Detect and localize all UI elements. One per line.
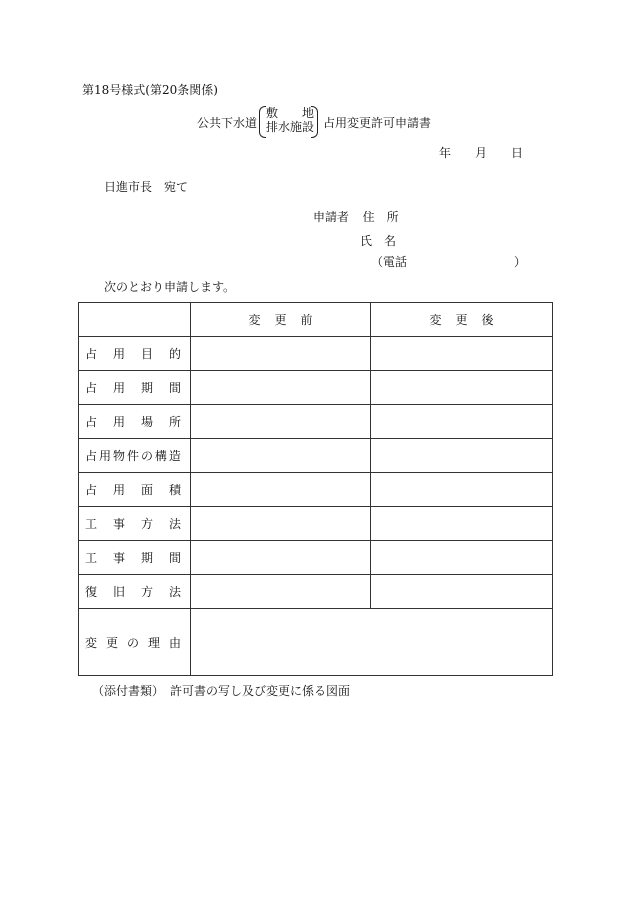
phone-close-paren: ）: [514, 255, 527, 269]
table-row: [79, 371, 553, 405]
before-change-cell[interactable]: [191, 337, 371, 371]
phone-label: （電話: [371, 255, 408, 269]
before-change-cell[interactable]: [191, 439, 371, 473]
table-row: [79, 439, 553, 473]
form-number: 第18号様式(第20条関係): [82, 83, 218, 97]
row-label-text: 変 更 の 理 由: [85, 635, 181, 650]
date-year: 年: [439, 146, 452, 160]
reason-label: [79, 609, 191, 676]
table-row: [79, 541, 553, 575]
before-change-cell[interactable]: [191, 507, 371, 541]
table-row: [79, 575, 553, 609]
row-label-text: 占 用 面 積: [85, 483, 181, 497]
after-change-cell[interactable]: [371, 507, 553, 541]
date-line: [439, 146, 523, 160]
after-change-cell[interactable]: [371, 337, 553, 371]
title-prefix: 公共下水道: [197, 116, 258, 130]
before-change-cell[interactable]: [191, 405, 371, 439]
date-month: 月: [475, 146, 488, 160]
table-row: [79, 337, 553, 371]
after-change-cell[interactable]: [371, 371, 553, 405]
title-option-drainage: 排水施設: [266, 120, 315, 134]
addressee: 日進市長 宛て: [104, 180, 189, 194]
row-label: [79, 439, 191, 473]
row-label: [79, 337, 191, 371]
after-change-cell[interactable]: [371, 405, 553, 439]
after-change-cell[interactable]: [371, 575, 553, 609]
after-change-cell[interactable]: [371, 439, 553, 473]
reason-row: [79, 609, 553, 676]
row-label: [79, 473, 191, 507]
after-change-cell[interactable]: [371, 473, 553, 507]
row-label-text: 占 用 場 所: [85, 415, 181, 429]
right-bracket: [311, 106, 318, 138]
before-change-cell[interactable]: [191, 473, 371, 507]
name-label: 氏 名: [360, 234, 397, 248]
title-suffix: 占用変更許可申請書: [323, 116, 432, 130]
row-label: [79, 507, 191, 541]
row-label-text: 占 用 期 間: [85, 381, 181, 395]
title-option-site: 敷 地: [266, 106, 315, 120]
row-label: [79, 371, 191, 405]
row-label: [79, 575, 191, 609]
applicant-address-row: [313, 210, 399, 224]
row-label: [79, 405, 191, 439]
header-before-change: 変更前: [191, 303, 371, 337]
row-label: [79, 541, 191, 575]
row-label-text: 工 事 方 法: [85, 517, 181, 531]
table-row: [79, 405, 553, 439]
intro-text: 次のとおり申請します。: [104, 280, 236, 294]
row-label-text: 復 旧 方 法: [85, 585, 181, 599]
header-after-change: 変更後: [371, 303, 553, 337]
applicant-label: 申請者: [313, 210, 350, 224]
reason-cell[interactable]: [191, 609, 553, 676]
table-row: [79, 473, 553, 507]
header-blank: [79, 303, 191, 337]
before-change-cell[interactable]: [191, 575, 371, 609]
left-bracket: [259, 106, 266, 138]
after-change-cell[interactable]: [371, 541, 553, 575]
before-change-cell[interactable]: [191, 371, 371, 405]
table-header-row: [79, 303, 553, 337]
change-table: [78, 302, 553, 676]
attachments-note: （添付書類） 許可書の写し及び変更に係る図面: [92, 684, 351, 698]
row-label-text: 工 事 期 間: [85, 551, 181, 565]
row-label-text: 占 用 目 的: [85, 347, 181, 361]
row-label-text: 占 用 物 件 の 構 造: [85, 449, 181, 463]
address-label: 住 所: [362, 210, 399, 224]
table-row: [79, 507, 553, 541]
before-change-cell[interactable]: [191, 541, 371, 575]
date-day: 日: [511, 146, 524, 160]
